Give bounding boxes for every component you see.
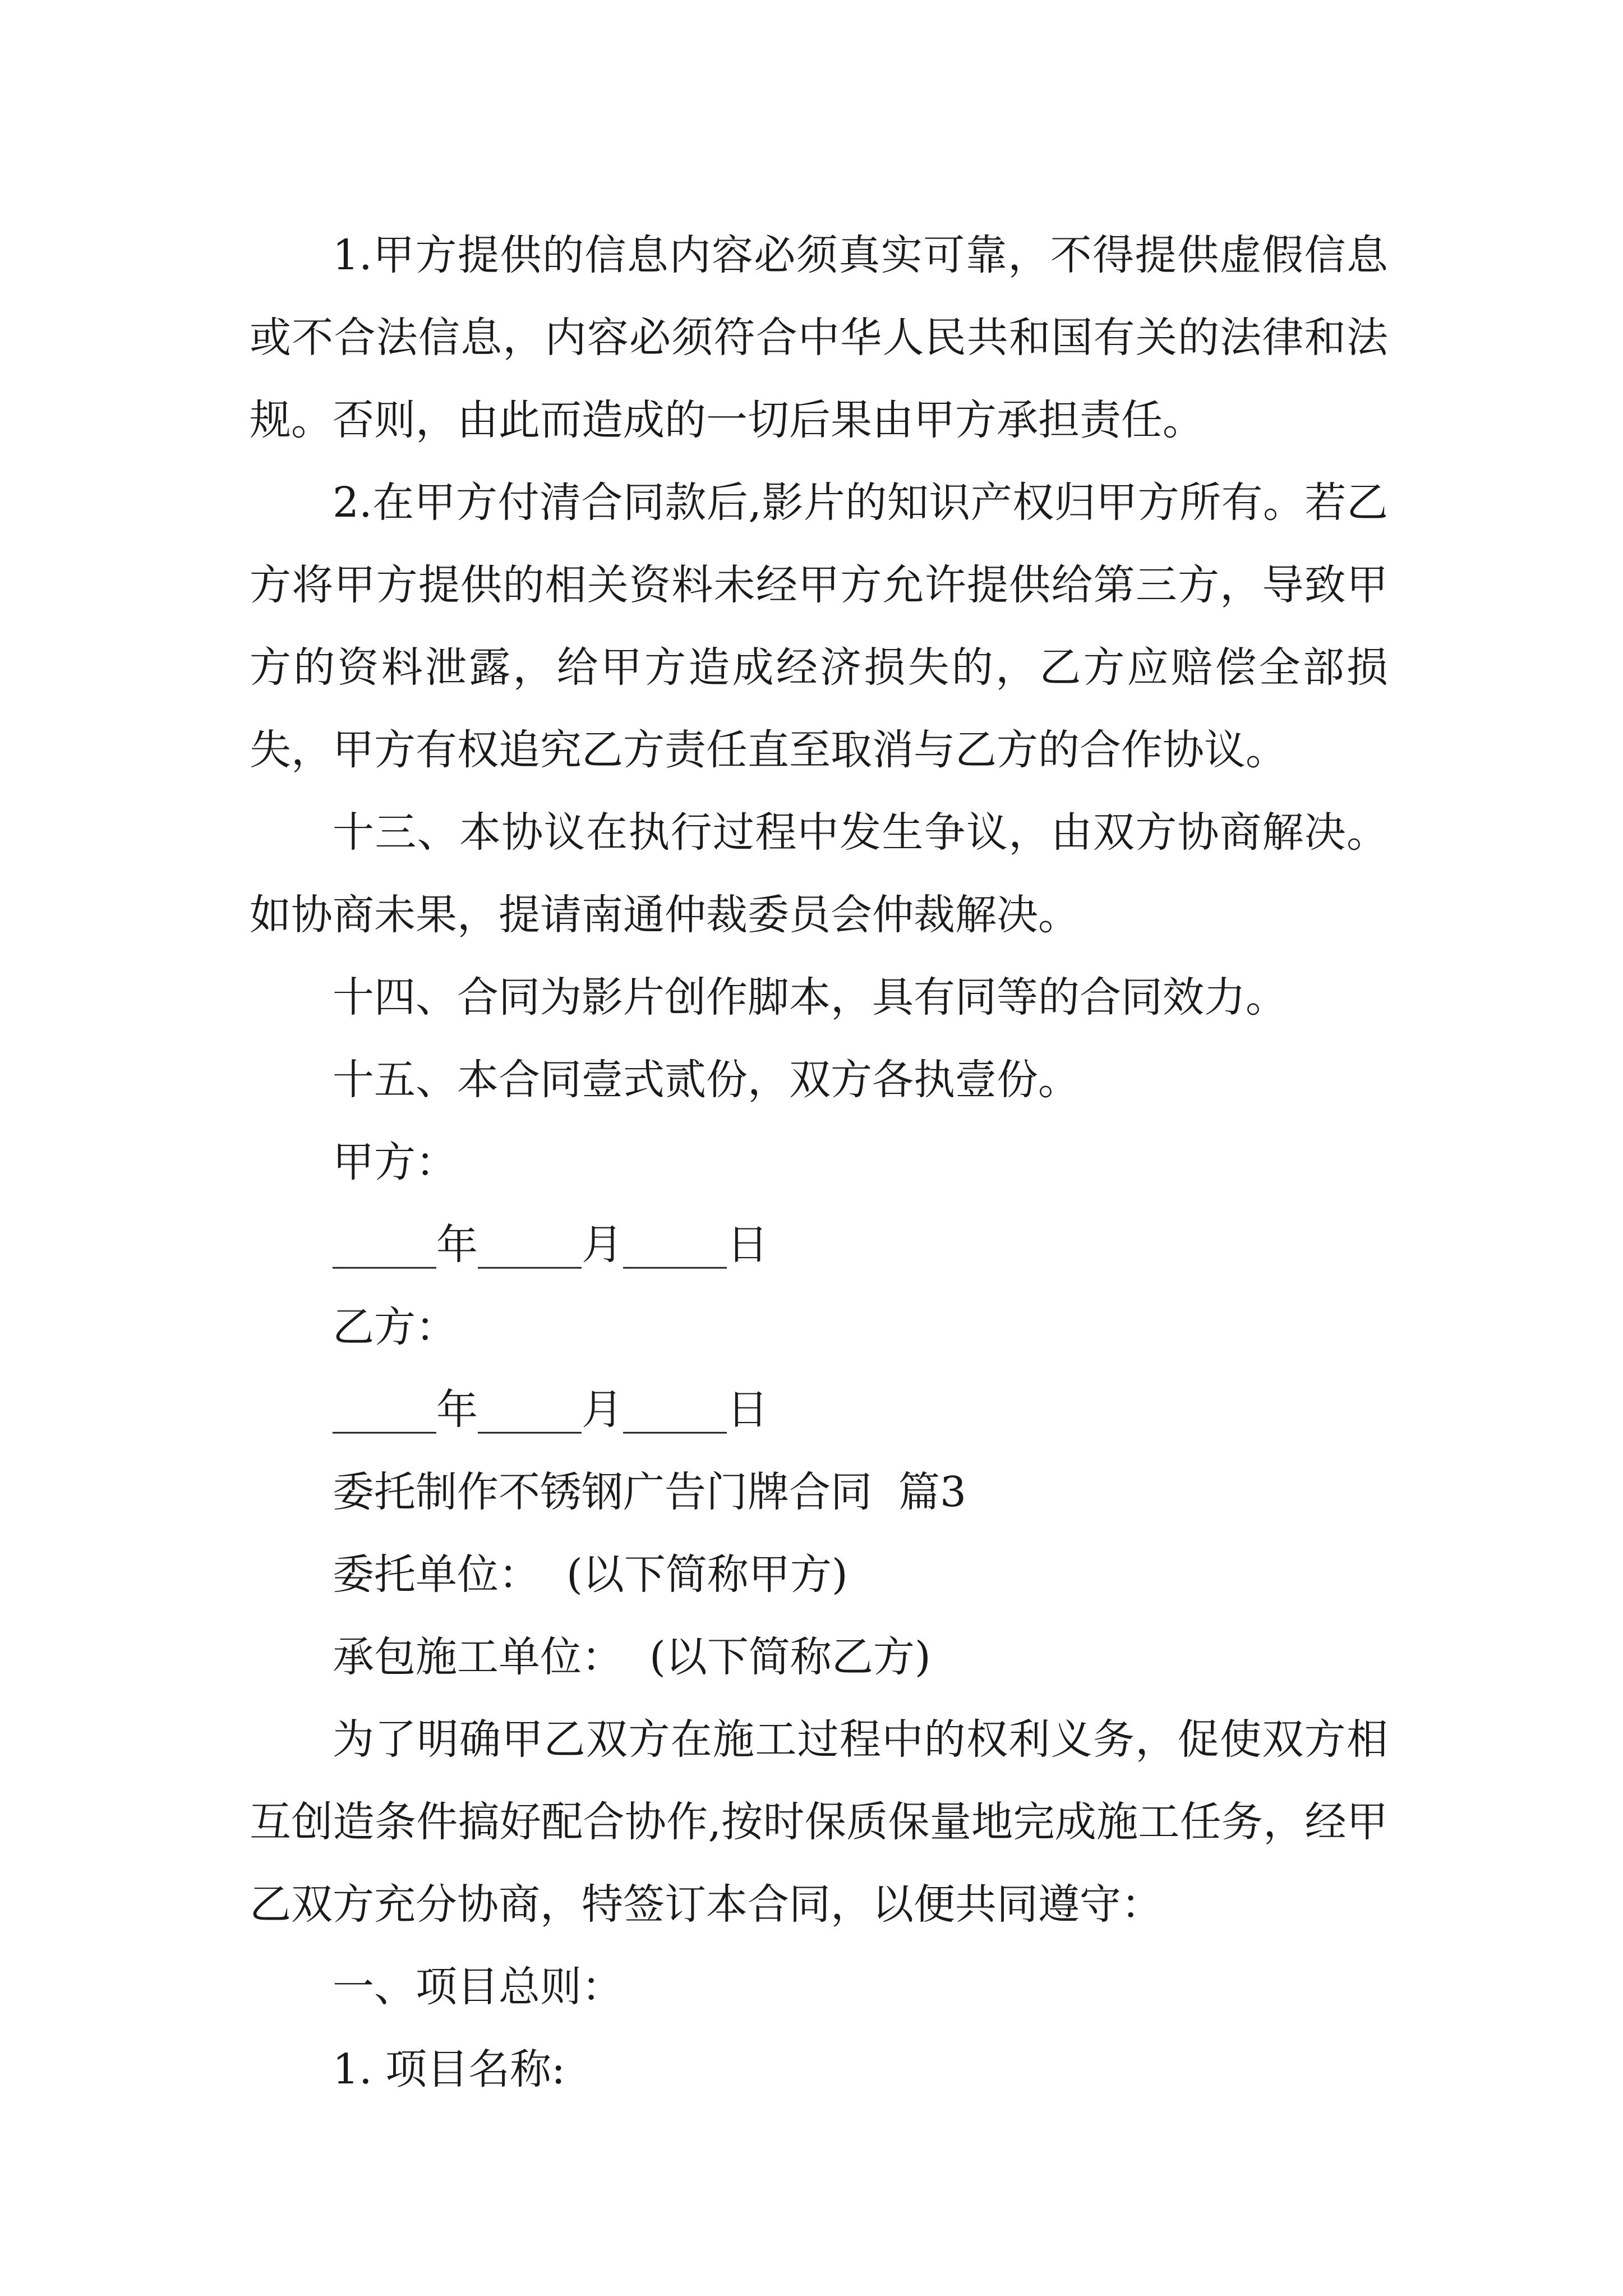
section-title: 委托制作不锈钢广告门牌合同 篇3	[333, 1468, 967, 1516]
party-b-date-line: _____年_____月_____日	[333, 1386, 768, 1434]
party-b-label: 乙方：	[333, 1303, 457, 1351]
general-heading: 一、项目总则：	[333, 1963, 623, 2011]
party-a-date-line: _____年_____月_____日	[333, 1221, 768, 1269]
party-a-label: 甲方：	[333, 1138, 457, 1186]
contractor-unit-line: 承包施工单位： (以下简称乙方)	[333, 1633, 931, 1681]
clause-1-paragraph: 1.甲方提供的信息内容必须真实可靠，不得提供虚假信息或不合法信息，内容必须符合中华人民共和国有关的法律和法规。否则，由此而造成的一切后果由甲方承担责任。	[250, 231, 1388, 444]
intro-paragraph: 为了明确甲乙双方在施工过程中的权利义务，促使双方相互创造条件搞好配合协作,按时保质保量地完成施工任务，经甲乙双方充分协商，特签订本合同，以便共同遵守：	[250, 1715, 1388, 1929]
clause-2-paragraph: 2.在甲方付清合同款后,影片的知识产权归甲方所有。若乙方将甲方提供的相关资料未经甲方允许提供给第三方，导致甲方的资料泄露，给甲方造成经济损失的，乙方应赔偿全部损失，甲方有权追究乙方责任直至取消与乙方的合作协议。	[250, 478, 1388, 774]
client-unit-line: 委托单位： (以下简称甲方)	[333, 1550, 848, 1599]
document-body	[250, 214, 1388, 2111]
project-name-item: 1. 项目名称:	[333, 2045, 566, 2093]
clause-13-paragraph: 十三、本协议在执行过程中发生争议，由双方协商解决。如协商未果，提请南通仲裁委员会仲裁解决。	[250, 808, 1388, 939]
clause-15-paragraph: 十五、本合同壹式贰份，双方各执壹份。	[333, 1056, 1080, 1104]
clause-14-paragraph: 十四、合同为影片创作脚本，具有同等的合同效力。	[333, 973, 1287, 1022]
